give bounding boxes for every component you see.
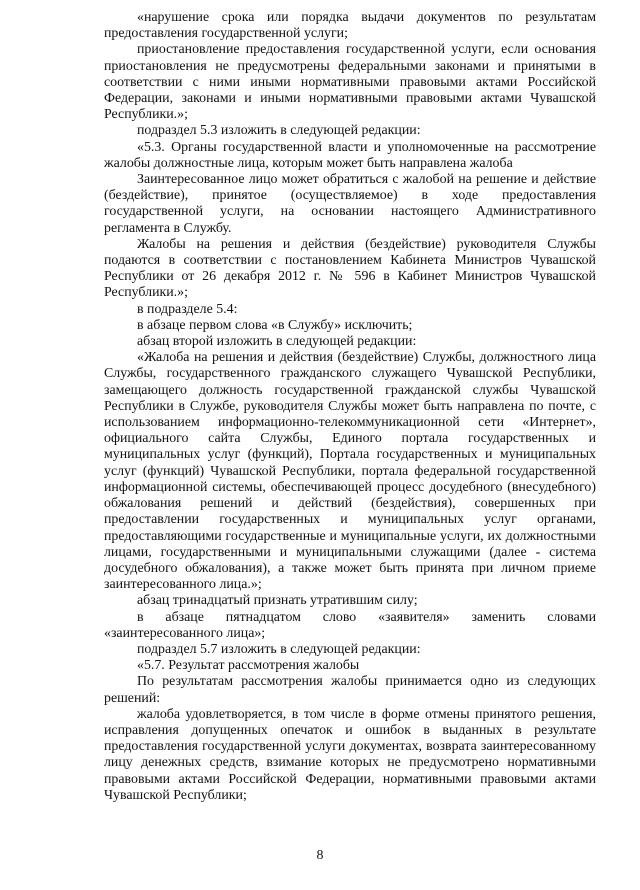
paragraph-fifteenth-clause-replace: в абзаце пятнадцатом слово «заявителя» заменить словами «заинтересованного лица»; <box>104 609 596 641</box>
paragraph-subsection-5-7-instruction: подраздел 5.7 изложить в следующей редакции: <box>137 641 421 657</box>
paragraph-complaint-channels: «Жалоба на решения и действия (бездействие) Службы, должностного лица Службы, государственного гражданского служащего Чувашской Республики, замещающего должность государственной гражданской службы Чувашской Республики в Службе, руководителя Службы может быть направлена по почте, с использованием информационно-телекоммуникационной сети «Интернет», официального сайта Службы, Единого портала государственных и муниципальных услуг (функций), Портала государственных и муниципальных услуг (функций) Чувашской Республики, портала федеральной государственной информационной системы, обеспечивающей процесс досудебного (внесудебного) обжалования решений и действий (бездействия), совершенных при предоставлении государственных и муниципальных услуг органами, предоставляющими государственные и муниципальные услуги, их должностными лицами, государственными и муниципальными служащими (далее - система досудебного обжалования), а также может быть принята при личном приеме заинтересованного лица.»; <box>104 350 596 593</box>
paragraph-section-5-7-heading: «5.7. Результат рассмотрения жалобы <box>137 658 360 674</box>
paragraph-thirteenth-clause-void: абзац тринадцатый признать утратившим силу; <box>137 593 418 609</box>
document-body <box>104 10 596 804</box>
paragraph-interested-party-complaint: Заинтересованное лицо может обратиться с жалобой на решение и действие (бездействие), принятое (осуществляемое) в ходе предоставления государственной услуги, на основании настоящего Административного регламента в Службу. <box>104 172 596 236</box>
paragraph-section-5-3-heading: «5.3. Органы государственной власти и уполномоченные на рассмотрение жалобы должностные лица, которым может быть направлена жалоба <box>104 139 596 171</box>
page-number: 8 <box>316 848 324 863</box>
paragraph-suspension: приостановление предоставления государственной услуги, если основания приостановления не предусмотрены федеральными законами и принятыми в соответствии с ними иными нормативными правовыми актами Российской Федерации, законами и иными нормативными правовыми актами Чувашской Республики.»; <box>104 42 596 123</box>
paragraph-complaint-satisfied: жалоба удовлетворяется, в том числе в форме отмены принятого решения, исправления допущенных опечаток и ошибок в выданных в результате предоставления государственной услуги документах, возврата заинтересованному лицу денежных средств, взимание которых не предусмотрено нормативными правовыми актами Российской Федерации, нормативными правовыми актами Чувашской Республики; <box>104 706 596 803</box>
paragraph-decision-options: По результатам рассмотрения жалобы принимается одно из следующих решений: <box>104 674 596 706</box>
paragraph-violation-deadline: «нарушение срока или порядка выдачи документов по результатам предоставления государственной услуги; <box>104 10 596 42</box>
paragraph-second-clause-edit: абзац второй изложить в следующей редакции: <box>137 334 417 350</box>
paragraph-first-clause-edit: в абзаце первом слова «в Службу» исключить; <box>137 317 413 333</box>
paragraph-subsection-5-4-instruction: в подразделе 5.4: <box>137 301 238 317</box>
paragraph-head-complaints: Жалобы на решения и действия (бездействие) руководителя Службы подаются в соответствии с постановлением Кабинета Министров Чувашской Республики от 26 декабря 2012 г. № 596 в Кабинет Министров Чувашской Республики.»; <box>104 236 596 301</box>
paragraph-subsection-5-3-instruction: подраздел 5.3 изложить в следующей редакции: <box>137 123 421 139</box>
